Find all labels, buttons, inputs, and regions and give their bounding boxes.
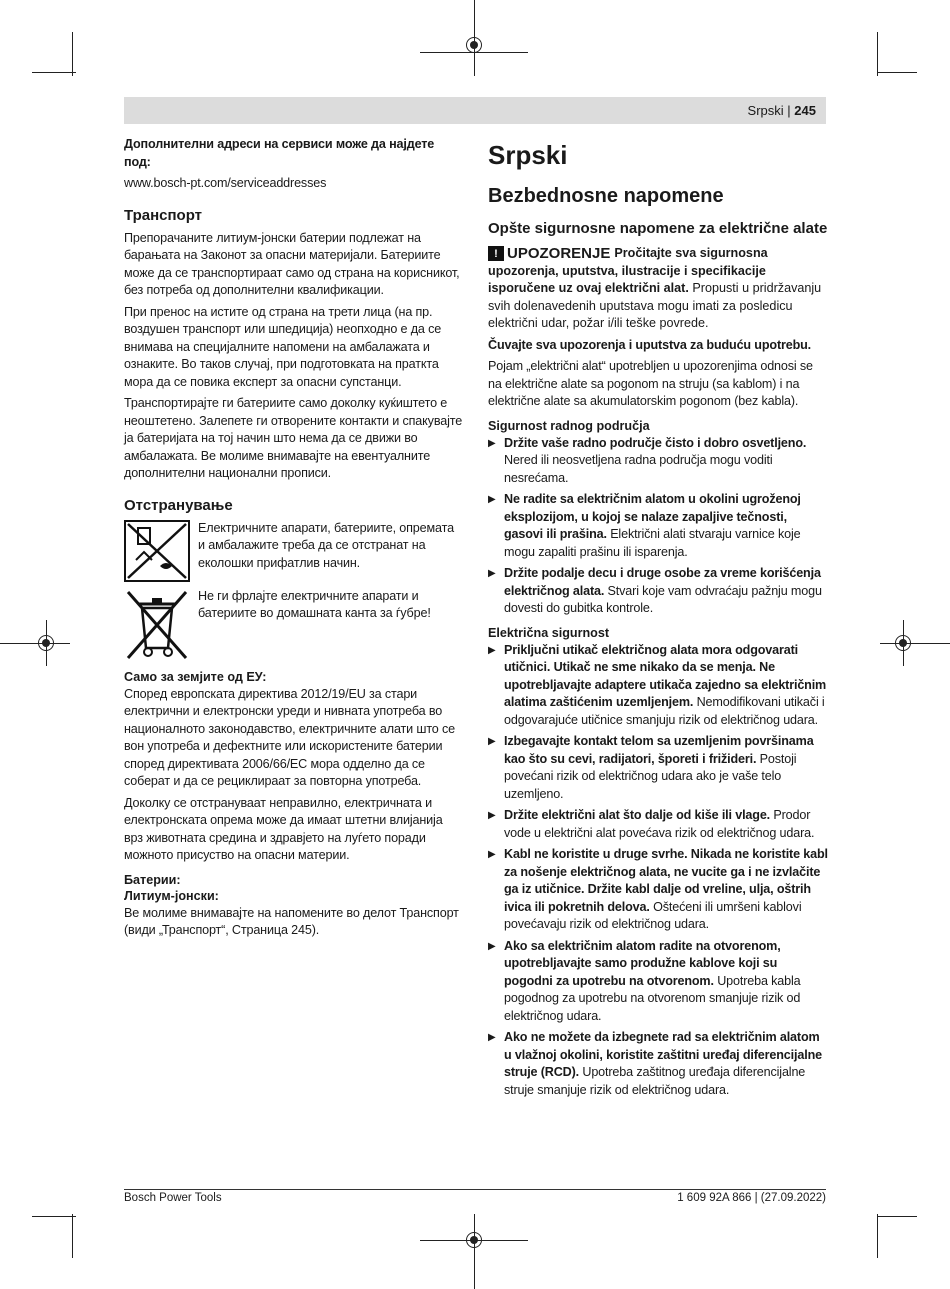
section-heading: Bezbednosne napomene	[488, 185, 724, 207]
crop-mark	[32, 1216, 76, 1217]
bullet-bold: Ako sa električnim alatom radite na otvorenom, upotrebljavajte samo produžne kablove koji su pogodni za upotrebu na otvorenom.	[504, 938, 781, 988]
bullet-bold: Priključni utikač električnog alata mora odgovarati utičnici. Utikač ne sme nikako da se menja. Ne upotrebljavajte adaptere utikača zajedno sa električnim alatima zaštićenim uzemljenjem.	[504, 642, 827, 709]
transport-paragraph: Транспортирајте ги батериите само доколку куќиштето е неоштетено. Залепете ги отворените контакти и спакувајте ја батеријата на тој начин што нема да се движи во амбалажата. Ве молиме внимавајте на евентуалните дополнителни национални прописи.	[124, 396, 463, 480]
crossed-bin-icon	[124, 588, 190, 662]
disposal-bin-row	[124, 588, 464, 662]
warning-bold: Pročitajte sva sigurnosna upozorenja, uputstva, ilustracije i specifikacije isporučene uz ovaj električni alat.	[488, 246, 768, 295]
bullet-item	[488, 807, 828, 842]
crop-mark	[877, 1216, 917, 1217]
disposal-text: Електричните апарати, батериите, опремата и амбалажите треба да се отстранат на еколошки прифатлив начин.	[198, 520, 454, 570]
bullet-item	[488, 846, 828, 934]
eu-heading: Само за земјите од ЕУ:	[124, 669, 267, 684]
crop-mark	[72, 32, 73, 76]
bullet-bold: Držite električni alat što dalje od kiše ili vlage.	[504, 808, 774, 822]
bullet-text: Nemodifikovani utikači i odgovarajuće utičnice smanjuju rizik od električnog udara.	[504, 695, 825, 727]
warning-triangle-icon: !	[488, 246, 504, 261]
footer-rule	[124, 1189, 826, 1190]
keep-instructions: Čuvajte sva upozorenja i uputstva za buduću upotrebu.	[488, 337, 812, 352]
registration-mark-icon	[895, 635, 911, 651]
bullet-text: Postoji povećani rizik od električnog udara ako je vaše telo uzemljeno.	[504, 751, 797, 801]
left-column	[124, 136, 464, 944]
crop-mark	[32, 72, 76, 73]
bullet-text: Stvari koje vam odvraćaju pažnju mogu dovesti do gubitka kontrole.	[504, 583, 822, 615]
transport-paragraph: При пренос на истите од страна на трети лица (на пр. воздушен транспорт или шпедиција) неопходно е да се внимава на специјалните напомени на амбалажата и ознаките. Во таков случај, при подготовката на праткта мора да се повика експерт за опасни супстанци.	[124, 304, 442, 389]
crop-mark	[877, 1214, 878, 1258]
warning-text: Propusti u pridržavanju svih dolenavedenih uputstava mogu imati za posledicu električni udar, požar i/ili teške povrede.	[488, 281, 822, 330]
bullet-item	[488, 1029, 828, 1099]
disposal-heading: Отстранување	[124, 496, 233, 514]
eu-paragraph: Доколку се отстрануваат неправилно, електричната и електронската опрема може да имаат штетни влијанија врз животната средина и здравјето на луѓето поради можното присуство на опасни материи.	[124, 795, 443, 862]
bullet-text: Oštećeni ili umršeni kablovi povećavaju rizik od električnog udara.	[504, 899, 802, 931]
transport-heading: Транспорт	[124, 206, 203, 224]
service-address-url: www.bosch-pt.com/serviceaddresses	[124, 176, 327, 190]
electrical-heading: Električna sigurnost	[488, 625, 610, 640]
disposal-text: Не ги фрлајте електричните апарати и батериите во домашната канта за ѓубре!	[198, 588, 431, 620]
bullet-bold: Kabl ne koristite u druge svrhe. Nikada ne koristite kabl za nošenje električnog alata, ne vucite ga i ne izvlačite ga iz utičnice. Držite kabl dalje od vreline, ulja, oštrih ivica ili pokretnih delova.	[504, 847, 828, 914]
recycling-symbols-icon	[124, 520, 190, 582]
bullet-bold: Ne radite sa električnim alatom u okolini ugroženoj eksplozijom, u kojoj se nalaze zapaljive tečnosti, gasovi ili prašina.	[504, 492, 801, 541]
bullet-text: Upotreba zaštitnog uređaja diferencijalne struje smanjuje rizik od električnog udara.	[504, 1065, 806, 1097]
disposal-recycle-row	[124, 520, 464, 582]
registration-mark-icon	[466, 37, 482, 53]
bullet-bold: Držite vaše radno područje čisto i dobro osvetljeno.	[504, 435, 807, 450]
bullet-text: Prodor vode u električni alat povećava rizik od električnog udara.	[504, 808, 815, 840]
work-area-heading: Sigurnost radnog područja	[488, 418, 650, 433]
bullet-item	[488, 491, 828, 561]
bullet-bold: Držite podalje decu i druge osobe za vreme korišćenja električnog alata.	[504, 566, 821, 598]
bullet-bold: Izbegavajte kontakt telom sa uzemljenim površinama kao što su cevi, radijatori, šporeti i frižideri.	[504, 734, 814, 766]
footer-brand: Bosch Power Tools	[124, 1192, 222, 1204]
registration-mark-icon	[38, 635, 54, 651]
bullet-item	[488, 642, 828, 730]
header-bar	[124, 97, 826, 124]
registration-mark-icon	[466, 1232, 482, 1248]
right-column	[488, 136, 828, 1103]
bullet-text: Upotreba kabla pogodnog za upotrebu na otvorenom smanjuje rizik od električnog udara.	[504, 973, 801, 1023]
page-header	[748, 103, 816, 118]
warning-label-text: UPOZORENJE	[507, 245, 611, 262]
warning-label	[488, 245, 610, 263]
header-separator: |	[787, 103, 791, 118]
crop-mark	[0, 643, 70, 644]
bullet-text: Električni alati stvaraju varnice koje mogu zapaliti prašinu ili isparenja.	[504, 527, 801, 559]
electrical-list	[488, 642, 828, 1100]
warning-block	[488, 245, 828, 333]
batteries-heading: Батерии:	[124, 872, 181, 887]
page-number: 245	[794, 103, 816, 118]
header-language: Srpski	[747, 103, 784, 118]
language-title: Srpski	[488, 140, 568, 170]
bullet-item	[488, 938, 828, 1026]
bullet-text: Nered ili neosvetljena radna područja mogu voditi nesrećama.	[504, 453, 773, 485]
footer-docnum: 1 609 92A 866 | (27.09.2022)	[677, 1192, 826, 1204]
subsection-heading: Opšte sigurnosne napomene za električne alate	[488, 220, 828, 237]
term-definition: Pojam „električni alat“ upotrebljen u upozorenjima odnosi se na električne alate sa pogonom na struju (sa kablom) i na električne alate sa akumulatorskim pogonom (bez kabla).	[488, 359, 813, 408]
bullet-bold: Ako ne možete da izbegnete rad sa električnim alatom u vlažnoj okolini, koristite zaštitni uređaj diferencijalne struje (RCD).	[504, 1030, 822, 1079]
service-address-title: Дополнителни адреси на сервиси може да најдете под:	[124, 137, 435, 169]
crop-mark	[880, 643, 950, 644]
transport-paragraph: Препорачаните литиум-јонски батерии подлежат на барањата на Законот за опасни материјали. Батериите може да се транспортираат само од страна на корисникот, без потреба од дополнителни квалификации.	[124, 230, 460, 297]
bullet-item	[488, 565, 828, 618]
eu-paragraph: Според европската директива 2012/19/EU за стари електрични и електронски уреди и нивната употреба во националното законодавство, електричните алати што се вон употреба и дефектните или искористените батерии според директивата 2006/66/EC мора одделно да се соберат и да се рециклираат за повторна употреба.	[124, 686, 456, 788]
bullet-item	[488, 435, 828, 488]
li-ion-heading: Литиум-јонски:	[124, 888, 219, 903]
li-ion-paragraph: Ве молиме внимавајте на напомените во делот Транспорт (види „Транспорт“, Страница 245).	[124, 905, 459, 937]
crop-mark	[474, 1214, 475, 1289]
crop-mark	[72, 1214, 73, 1258]
crop-mark	[877, 32, 878, 76]
crop-mark	[877, 72, 917, 73]
work-area-list	[488, 435, 828, 618]
bullet-item	[488, 733, 828, 803]
